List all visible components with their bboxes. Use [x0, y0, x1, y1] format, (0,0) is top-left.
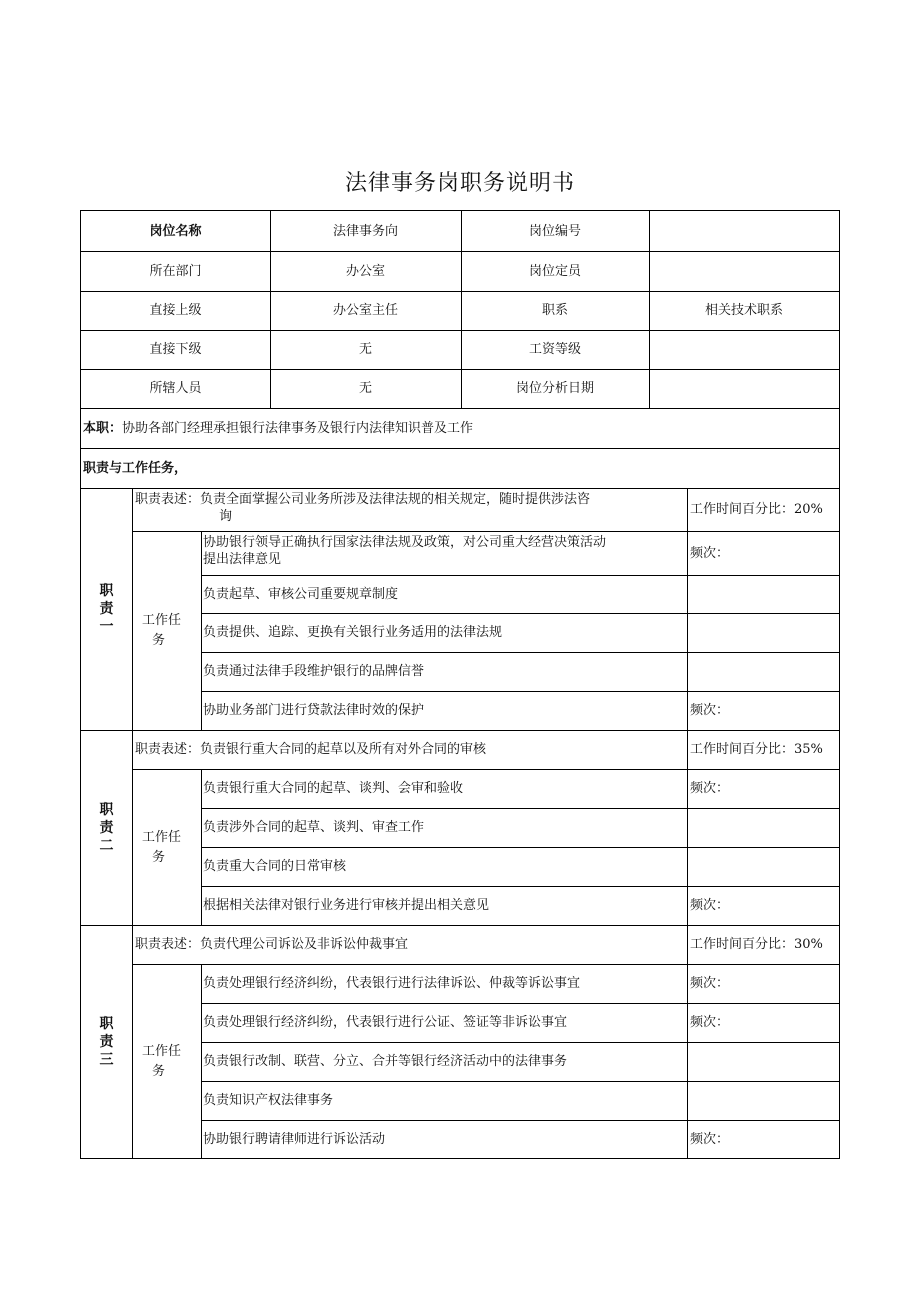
- duty1-task-2: 负责起草、审核公司重要规章制度: [203, 586, 399, 602]
- duty2-task-3: 负责重大合同的日常审核: [203, 859, 347, 874]
- duty3-task-1-freq: 频次：: [690, 976, 730, 991]
- duty1-task-3-freq: [687, 613, 839, 652]
- duty1-description: 职责表述：负责全面掌握公司业务所涉及法律法规的相关规定，随时提供涉法咨 询: [135, 492, 591, 524]
- duty3-description: 职责表述：负责代理公司诉讼及非诉讼仲裁事宜: [135, 937, 409, 952]
- duty3-task-2-freq: 频次：: [690, 1015, 730, 1030]
- duty2-task-2-freq: [687, 808, 839, 847]
- duty1-task-1-freq: 频次：: [690, 545, 730, 561]
- label-department: 所在部门: [149, 263, 202, 279]
- duty1-time-percent: 工作时间百分比：20%: [690, 502, 823, 517]
- duty2-description: 职责表述：负责银行重大合同的起草以及所有对外合同的审核: [135, 742, 487, 757]
- duty1-task-1: 协助银行领导正确执行国家法律法规及政策，对公司重大经营决策活动 提出法律意见: [203, 535, 607, 567]
- duty3-task-1: 负责处理银行经济纠纷，代表银行进行法律诉讼、仲裁等诉讼事宜: [203, 976, 581, 991]
- value-headcount: [649, 251, 839, 291]
- duty1-task-5: 协助业务部门进行贷款法律时效的保护: [203, 703, 425, 718]
- value-analysis-date: [649, 369, 839, 408]
- duty1-task-5-freq: 频次：: [690, 703, 730, 718]
- duty2-task-1: 负责银行重大合同的起草、谈判、会审和验收: [203, 781, 464, 796]
- duty3-task-4: 负责知识产权法律事务: [203, 1093, 334, 1108]
- value-position-name: 法律事务向: [332, 223, 398, 239]
- duty3-time-percent: 工作时间百分比：30%: [690, 937, 823, 952]
- duty2-task-3-freq: [687, 847, 839, 886]
- document-title: 法律事务岗职务说明书: [344, 171, 575, 196]
- duty1-task-label: 工作任 务: [142, 613, 182, 648]
- value-staff-managed: 无: [358, 381, 372, 396]
- duty1-label: 职 责 一: [99, 583, 114, 635]
- label-job-family: 职系: [541, 303, 568, 318]
- duty2-task-1-freq: 频次：: [690, 781, 730, 796]
- duty3-task-3-freq: [687, 1042, 839, 1081]
- value-salary-grade: [649, 330, 839, 369]
- duty2-task-label: 工作任 务: [142, 829, 182, 865]
- duties-header: 职责与工作任务，: [83, 460, 188, 476]
- core-duty-row: [81, 408, 839, 448]
- label-position-code: 岗位编号: [528, 223, 581, 239]
- duty1-task-2-freq: [687, 575, 839, 613]
- label-salary-grade: 工资等级: [528, 342, 581, 357]
- core-duty-text: 协助各部门经理承担银行法律事务及银行内法律知识普及工作: [122, 420, 474, 436]
- label-direct-subordinate: 直接下级: [149, 342, 202, 357]
- label-analysis-date: 岗位分析日期: [515, 381, 594, 396]
- duty1-task-3: 负责提供、追踪、更换有关银行业务适用的法律法规: [203, 625, 503, 640]
- duty1-task-4-freq: [687, 652, 839, 691]
- label-direct-superior: 直接上级: [149, 303, 202, 318]
- duty3-label: 职 责 三: [99, 1015, 114, 1068]
- value-position-code: [649, 211, 839, 251]
- label-staff-managed: 所辖人员: [149, 381, 202, 396]
- duty3-task-2: 负责处理银行经济纠纷，代表银行进行公证、签证等非诉讼事宜: [203, 1015, 568, 1030]
- label-position-name: 岗位名称: [149, 223, 202, 239]
- duty3-task-4-freq: [687, 1081, 839, 1120]
- value-direct-superior: 办公室主任: [332, 303, 398, 318]
- core-duty-label: 本职：: [83, 420, 123, 436]
- duty2-task-4-freq: 频次：: [690, 898, 730, 913]
- duty3-task-label: 工作任 务: [142, 1043, 182, 1079]
- value-direct-subordinate: 无: [358, 342, 372, 357]
- duty2-label: 职 责 二: [99, 801, 114, 854]
- duty3-task-5: 协助银行聘请律师进行诉讼活动: [203, 1131, 386, 1147]
- duty3-task-3: 负责银行改制、联营、分立、合并等银行经济活动中的法律事务: [203, 1054, 568, 1069]
- value-department: 办公室: [345, 263, 385, 279]
- duty2-task-2: 负责涉外合同的起草、谈判、审查工作: [203, 820, 425, 835]
- duty3-task-5-freq: 频次：: [690, 1131, 730, 1147]
- job-description-table: [80, 210, 840, 1159]
- duty2-time-percent: 工作时间百分比：35%: [690, 742, 823, 757]
- value-job-family: 相关技术职系: [704, 303, 783, 318]
- duty2-task-4: 根据相关法律对银行业务进行审核并提出相关意见: [203, 898, 490, 913]
- label-headcount: 岗位定员: [528, 263, 581, 279]
- duty1-task-4: 负责通过法律手段维护银行的品牌信誉: [203, 664, 425, 679]
